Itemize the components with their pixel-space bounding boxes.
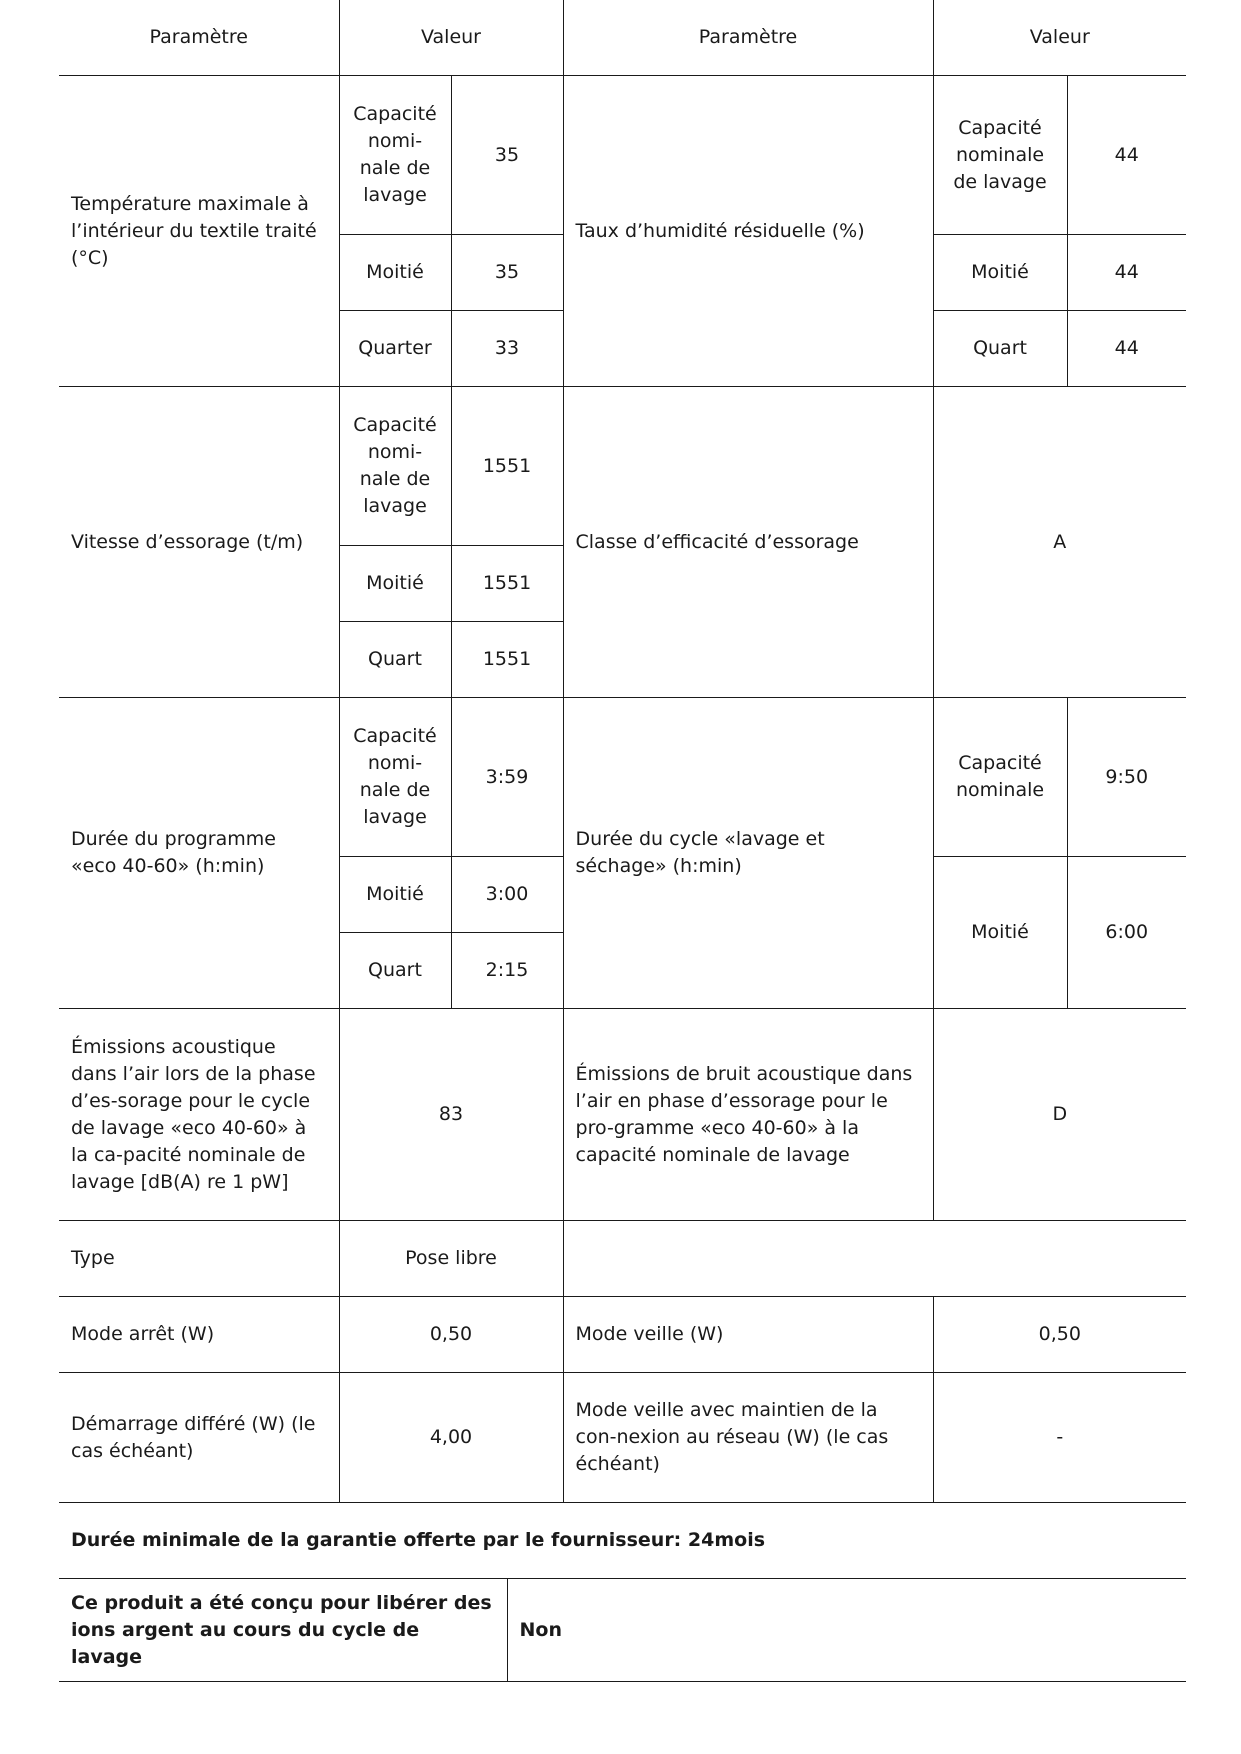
delayed-start-label: Démarrage différé (W) (le cas échéant) — [59, 1373, 339, 1503]
eco-duration-label: Durée du programme «eco 40-60» (h:min) — [59, 698, 339, 1009]
wash-dry-capacity-label: Capacité nominale — [933, 698, 1067, 857]
table-row — [59, 1579, 1186, 1682]
temperature-half-label: Moitié — [339, 235, 451, 311]
eco-duration-half-label: Moitié — [339, 857, 451, 933]
humidity-label: Taux d’humidité résiduelle (%) — [563, 76, 933, 387]
wash-dry-half-value: 6:00 — [1067, 857, 1186, 1009]
humidity-quarter-label: Quart — [933, 311, 1067, 387]
spin-speed-half-value: 1551 — [451, 546, 563, 622]
silver-ions-value: Non — [507, 1579, 1186, 1682]
table-row — [59, 1373, 1186, 1503]
table-row — [59, 1503, 1186, 1579]
eco-duration-quarter-label: Quart — [339, 933, 451, 1009]
type-value: Pose libre — [339, 1221, 563, 1297]
spin-class-value: A — [933, 387, 1186, 698]
table-row — [59, 1009, 1186, 1221]
noise-class-label: Émissions de bruit acoustique dans l’air en phase d’essorage pour le pro-gramme «eco 40-60» à la capacité nominale de lavage — [563, 1009, 933, 1221]
wash-dry-half-label: Moitié — [933, 857, 1067, 1009]
spin-class-label: Classe d’efficacité d’essorage — [563, 387, 933, 698]
table-row — [59, 698, 1186, 857]
eco-duration-quarter-value: 2:15 — [451, 933, 563, 1009]
spin-speed-capacity-label: Capacité nomi-nale de lavage — [339, 387, 451, 546]
humidity-half-value: 44 — [1067, 235, 1186, 311]
noise-label: Émissions acoustique dans l’air lors de la phase d’es-sorage pour le cycle de lavage «eco 40-60» à la ca-pacité nominale de lavage [dB(A) re 1 pW] — [59, 1009, 339, 1221]
humidity-half-label: Moitié — [933, 235, 1067, 311]
networked-standby-value: - — [933, 1373, 1186, 1503]
eco-duration-capacity-label: Capacité nomi-nale de lavage — [339, 698, 451, 857]
warranty-text: Durée minimale de la garantie offerte par le fournisseur: 24mois — [59, 1503, 1186, 1579]
humidity-capacity-label: Capacité nominale de lavage — [933, 76, 1067, 235]
table-row — [59, 76, 1186, 235]
header-parameter-1: Paramètre — [59, 0, 339, 76]
temperature-capacity-value: 35 — [451, 76, 563, 235]
off-mode-value: 0,50 — [339, 1297, 563, 1373]
standby-mode-value: 0,50 — [933, 1297, 1186, 1373]
wash-dry-capacity-value: 9:50 — [1067, 698, 1186, 857]
type-label: Type — [59, 1221, 339, 1297]
temperature-quarter-value: 33 — [451, 311, 563, 387]
temperature-half-value: 35 — [451, 235, 563, 311]
humidity-quarter-value: 44 — [1067, 311, 1186, 387]
eco-duration-half-value: 3:00 — [451, 857, 563, 933]
spin-speed-capacity-value: 1551 — [451, 387, 563, 546]
eco-duration-capacity-value: 3:59 — [451, 698, 563, 857]
header-parameter-2: Paramètre — [563, 0, 933, 76]
header-value-2: Valeur — [933, 0, 1186, 76]
header-value-1: Valeur — [339, 0, 563, 76]
product-spec-table — [59, 0, 1186, 1682]
table-row — [59, 387, 1186, 546]
temperature-quarter-label: Quarter — [339, 311, 451, 387]
table-row — [59, 1297, 1186, 1373]
silver-ions-label: Ce produit a été conçu pour libérer des ions argent au cours du cycle de lavage — [59, 1579, 507, 1682]
table-header-row — [59, 0, 1186, 76]
noise-value: 83 — [339, 1009, 563, 1221]
empty-cell — [563, 1221, 1186, 1297]
humidity-capacity-value: 44 — [1067, 76, 1186, 235]
standby-mode-label: Mode veille (W) — [563, 1297, 933, 1373]
delayed-start-value: 4,00 — [339, 1373, 563, 1503]
spin-speed-half-label: Moitié — [339, 546, 451, 622]
networked-standby-label: Mode veille avec maintien de la con-nexion au réseau (W) (le cas échéant) — [563, 1373, 933, 1503]
temperature-label: Température maximale à l’intérieur du textile traité (°C) — [59, 76, 339, 387]
noise-class-value: D — [933, 1009, 1186, 1221]
spin-speed-quarter-value: 1551 — [451, 622, 563, 698]
wash-dry-duration-label: Durée du cycle «lavage et séchage» (h:min) — [563, 698, 933, 1009]
specification-sheet — [59, 0, 1186, 1682]
spin-speed-quarter-label: Quart — [339, 622, 451, 698]
off-mode-label: Mode arrêt (W) — [59, 1297, 339, 1373]
spin-speed-label: Vitesse d’essorage (t/m) — [59, 387, 339, 698]
temperature-capacity-label: Capacité nomi-nale de lavage — [339, 76, 451, 235]
table-row — [59, 1221, 1186, 1297]
